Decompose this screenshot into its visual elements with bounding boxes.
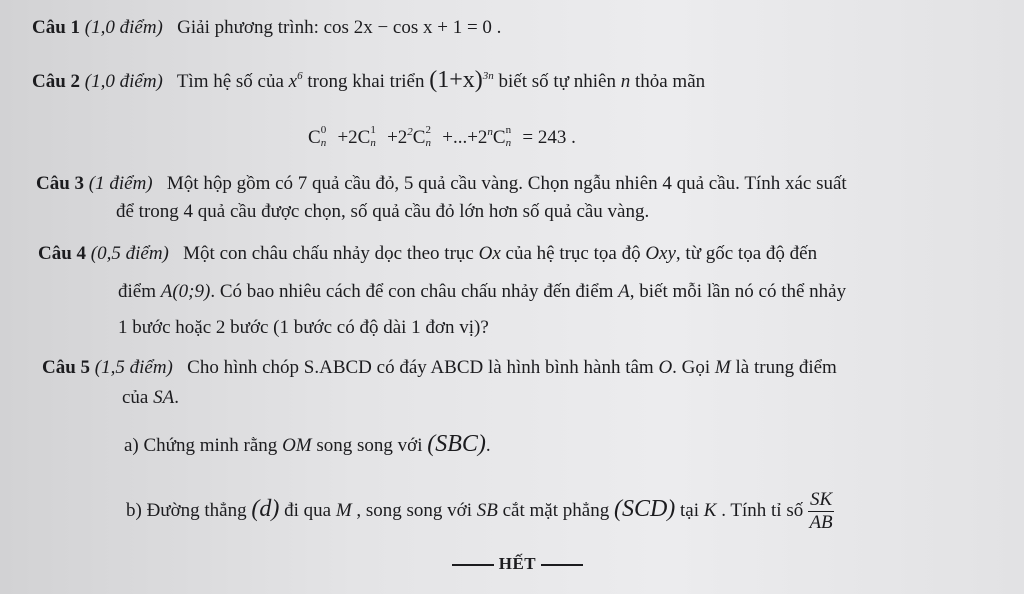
q2-condition: C 0 n +2C 1 n $+2^2C$ 2 n $+...+2^nC$ n n = 243 . bbox=[308, 120, 576, 150]
q2-binomial: (1+x) bbox=[429, 67, 483, 93]
q2-cond-term3: +2 bbox=[387, 127, 408, 148]
end-dash-left bbox=[452, 564, 494, 566]
q2-cond-c2-indices: 2 n bbox=[425, 124, 431, 149]
end-dash-right bbox=[541, 564, 583, 566]
question-1 bbox=[32, 16, 501, 40]
q1-text: Giải phương trình: bbox=[177, 17, 319, 38]
q2-label: Câu 2 bbox=[32, 71, 81, 92]
question-3 bbox=[36, 172, 847, 196]
q2-cond-c1-indices: 1 n bbox=[370, 124, 376, 149]
q2-cond-rhs: = 243 . bbox=[522, 127, 576, 148]
q2-cond-c0: C bbox=[308, 127, 321, 148]
question-2 bbox=[32, 64, 705, 94]
question-5: Câu 5 (1,5 điểm) Cho hình chóp S.ABCD có đáy ABCD là hình bình hành tâm O. Gọi M là trung điểm bbox=[42, 357, 837, 378]
q2-text-a: Tìm hệ số của bbox=[176, 71, 284, 92]
q2-cond-term2: +2C bbox=[337, 127, 371, 148]
question-4: Câu 4 (0,5 điểm) Một con châu chấu nhảy dọc theo trục Ox của hệ trục tọa độ Oxy, từ gốc tọa độ đến bbox=[38, 243, 818, 264]
q1-label: Câu 1 bbox=[32, 17, 81, 38]
q2-text-d: thỏa mãn bbox=[634, 71, 706, 92]
q2-text-b: trong khai triển bbox=[307, 71, 425, 92]
q5-part-b: b) Đường thẳng (d) đi qua M , song song với SB cắt mặt phẳng (SCD) tại K . Tính tỉ số $\frac{SK}{AB}$ bbox=[126, 489, 833, 534]
q1-equation: cos 2x − cos x + 1 = 0 . bbox=[323, 17, 502, 38]
q5-part-a: a) Chứng minh rằng OM song song với (SBC). bbox=[124, 431, 491, 457]
q2-x: x bbox=[288, 71, 298, 92]
q2-x-exponent: 6 bbox=[297, 70, 303, 82]
q2-cond-term4: +...+2 bbox=[442, 127, 488, 148]
q3-line-1: Một hộp gồm có 7 quả cầu đỏ, 5 quả cầu vàng. Chọn ngẫu nhiên 4 quả cầu. Tính xác suất bbox=[166, 173, 847, 194]
q5-points: (1,5 điểm) bbox=[94, 357, 173, 378]
q3-line-2: để trong 4 quả cầu được chọn, số quả cầu đỏ lớn hơn số quả cầu vàng. bbox=[116, 201, 650, 222]
q3-label: Câu 3 bbox=[36, 173, 85, 194]
q4-line-2: điểm A(0;9). Có bao nhiêu cách để con châu chấu nhảy đến điểm A, biết mỗi lần nó có thể nhảy bbox=[118, 281, 847, 302]
q4-label: Câu 4 bbox=[38, 243, 87, 264]
q4-line-3: 1 bước hoặc 2 bước (1 bước có độ dài 1 đơn vị)? bbox=[118, 317, 489, 338]
q5-line-2: của SA. bbox=[122, 387, 179, 408]
q2-points: (1,0 điểm) bbox=[84, 71, 163, 92]
q1-points: (1,0 điểm) bbox=[84, 17, 163, 38]
q2-binomial-exponent: 3n bbox=[482, 70, 494, 82]
q2-cond-cn-indices: n n bbox=[505, 124, 512, 149]
end-marker: HẾT bbox=[452, 552, 583, 576]
q4-points: (0,5 điểm) bbox=[90, 243, 169, 264]
q2-cond-c0-indices: 0 n bbox=[320, 124, 327, 149]
q3-points: (1 điểm) bbox=[88, 173, 153, 194]
q5-label: Câu 5 bbox=[42, 357, 91, 378]
q2-text-c: biết số tự nhiên bbox=[498, 71, 616, 92]
q2-n: n bbox=[620, 71, 631, 92]
ratio-fraction: $\frac{SK}{AB}$ bbox=[809, 489, 833, 534]
